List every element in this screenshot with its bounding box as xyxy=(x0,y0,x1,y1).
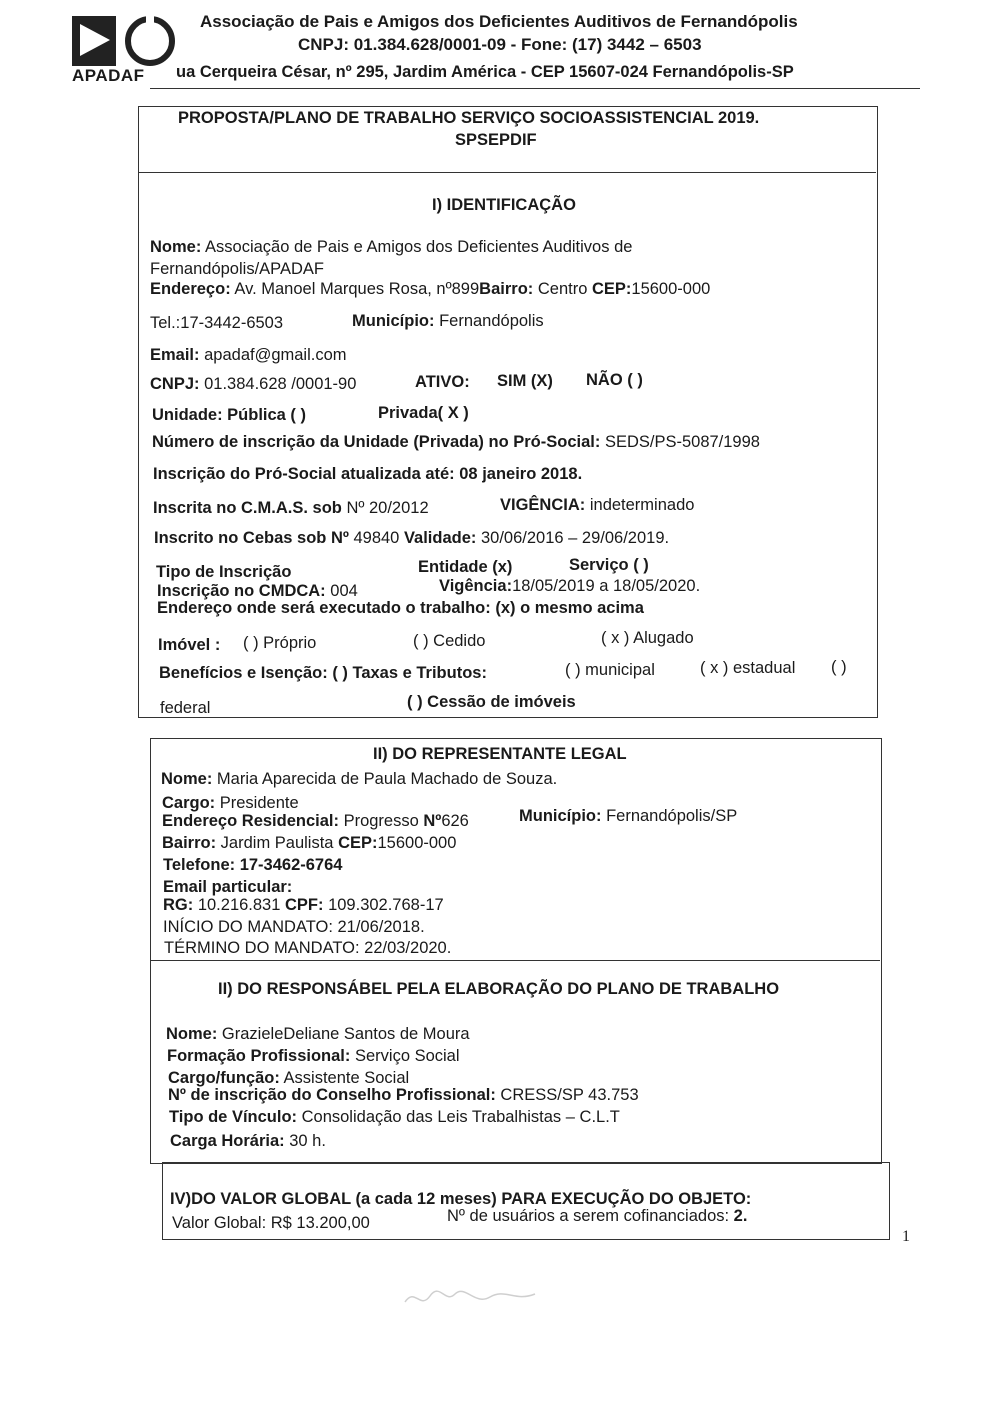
document-title: PROPOSTA/PLANO DE TRABALHO SERVIÇO SOCIOASSISTENCIAL 2019. xyxy=(178,109,760,127)
rep-municipio: Município: Fernandópolis/SP xyxy=(519,807,738,825)
section-divider-2 xyxy=(150,960,880,961)
cmas-line: Inscrita no C.M.A.S. sob Nº 20/2012 xyxy=(153,499,429,517)
resp-inscricao-line: Nº de inscrição do Conselho Profissional: CRESS/SP 43.753 xyxy=(168,1086,639,1104)
resp-vinculo-line: Tipo de Vínculo: Consolidação das Leis Trabalhistas – C.L.T xyxy=(169,1108,620,1126)
section-iii-title: II) DO RESPONSÁBEL PELA ELABORAÇÃO DO PLANO DE TRABALHO xyxy=(218,980,780,998)
rep-cargo-line: Cargo: Presidente xyxy=(162,794,299,812)
cmas-vigencia: VIGÊNCIA: indeterminado xyxy=(500,496,695,514)
rep-endereco-line: Endereço Residencial: Progresso Nº626 xyxy=(162,812,469,830)
cmdca-vigencia: Vigência:18/05/2019 a 18/05/2020. xyxy=(439,577,701,595)
org-address: ua Cerqueira César, nº 295, Jardim América - CEP 15607-024 Fernandópolis-SP xyxy=(176,63,794,81)
rep-email-line: Email particular: xyxy=(163,878,293,896)
nome-line-2: Fernandópolis/APADAF xyxy=(150,260,324,278)
unidade-privada: Privada( X ) xyxy=(378,404,469,422)
cebas-line: Inscrito no Cebas sob Nº 49840 Validade: 30/06/2016 – 29/06/2019. xyxy=(154,529,670,547)
usuarios-cofinanciados: Nº de usuários a serem cofinanciados: 2. xyxy=(447,1207,748,1225)
logo xyxy=(70,14,180,86)
rep-inicio-mandato: INÍCIO DO MANDATO: 21/06/2018. xyxy=(163,918,425,936)
valor-global: Valor Global: R$ 13.200,00 xyxy=(172,1214,370,1232)
section-i-title: I) IDENTIFICAÇÃO xyxy=(432,196,576,214)
prosocial-atualizada-line: Inscrição do Pró-Social atualizada até: 08 janeiro 2018. xyxy=(153,465,583,483)
tipo-inscricao-label: Tipo de Inscrição xyxy=(156,563,292,581)
unidade-line: Unidade: Pública ( ) xyxy=(152,406,307,424)
imovel-proprio: ( ) Próprio xyxy=(243,634,317,652)
email-line: Email: apadaf@gmail.com xyxy=(150,346,347,364)
ativo-sim: SIM (X) xyxy=(497,372,553,390)
header-rule xyxy=(150,88,920,89)
beneficio-cessao: ( ) Cessão de imóveis xyxy=(407,693,576,711)
tipo-servico: Serviço ( ) xyxy=(569,556,649,574)
rep-telefone-line: Telefone: 17-3462-6764 xyxy=(163,856,343,874)
imovel-label: Imóvel : xyxy=(158,636,221,654)
beneficio-federal-box: ( ) xyxy=(831,658,847,676)
rep-rg-cpf-line: RG: 10.216.831 CPF: 109.302.768-17 xyxy=(163,896,444,914)
imovel-alugado: ( x ) Alugado xyxy=(601,629,694,647)
beneficios-label: Benefícios e Isenção: ( ) Taxas e Tributos: xyxy=(159,664,487,682)
tipo-entidade: Entidade (x) xyxy=(418,558,513,576)
beneficio-federal: federal xyxy=(160,699,211,717)
nome-line: Nome: Associação de Pais e Amigos dos Deficientes Auditivos de xyxy=(150,238,633,256)
org-name: Associação de Pais e Amigos dos Deficientes Auditivos de Fernandópolis xyxy=(200,12,798,31)
tel-line: Tel.:17-3442-6503 xyxy=(150,314,284,332)
org-cnpj-phone: CNPJ: 01.384.628/0001-09 - Fone: (17) 3442 – 6503 xyxy=(298,35,702,54)
section-ii-title: II) DO REPRESENTANTE LEGAL xyxy=(373,745,627,763)
municipio-line: Município: Fernandópolis xyxy=(352,312,544,330)
document-subtitle: SPSEPDIF xyxy=(455,131,537,149)
endereco-line: Endereço: Av. Manoel Marques Rosa, nº899Bairro: Centro CEP:15600-000 xyxy=(150,280,711,298)
rep-termino-mandato: TÉRMINO DO MANDATO: 22/03/2020. xyxy=(164,939,452,957)
cnpj-line: CNPJ: 01.384.628 /0001-90 xyxy=(150,375,357,393)
endereco-execucao-line: Endereço onde será executado o trabalho: (x) o mesmo acima xyxy=(157,599,644,617)
page-number: 1 xyxy=(902,1228,910,1245)
imovel-cedido: ( ) Cedido xyxy=(413,632,486,650)
rep-nome-line: Nome: Maria Aparecida de Paula Machado de Souza. xyxy=(161,770,558,788)
beneficio-municipal: ( ) municipal xyxy=(565,661,655,679)
resp-formacao-line: Formação Profissional: Serviço Social xyxy=(167,1047,460,1065)
ativo-label: ATIVO: xyxy=(415,373,470,391)
resp-carga-line: Carga Horária: 30 h. xyxy=(170,1132,326,1150)
signature-scribble xyxy=(400,1282,540,1312)
cmdca-line: Inscrição no CMDCA: 004 xyxy=(157,582,358,600)
resp-cargo-line: Cargo/função: Assistente Social xyxy=(168,1069,410,1087)
rep-bairro-line: Bairro: Jardim Paulista CEP:15600-000 xyxy=(162,834,457,852)
logo-text: APADAF xyxy=(72,66,145,85)
section-iv-title: IV)DO VALOR GLOBAL (a cada 12 meses) PARA EXECUÇÃO DO OBJETO: xyxy=(170,1190,752,1208)
inscricao-prosocial-line: Número de inscrição da Unidade (Privada) no Pró-Social: SEDS/PS-5087/1998 xyxy=(152,433,760,451)
beneficio-estadual: ( x ) estadual xyxy=(700,659,796,677)
resp-nome-line: Nome: GrazieleDeliane Santos de Moura xyxy=(166,1025,470,1043)
title-divider xyxy=(138,172,876,173)
ativo-nao: NÃO ( ) xyxy=(586,371,643,389)
